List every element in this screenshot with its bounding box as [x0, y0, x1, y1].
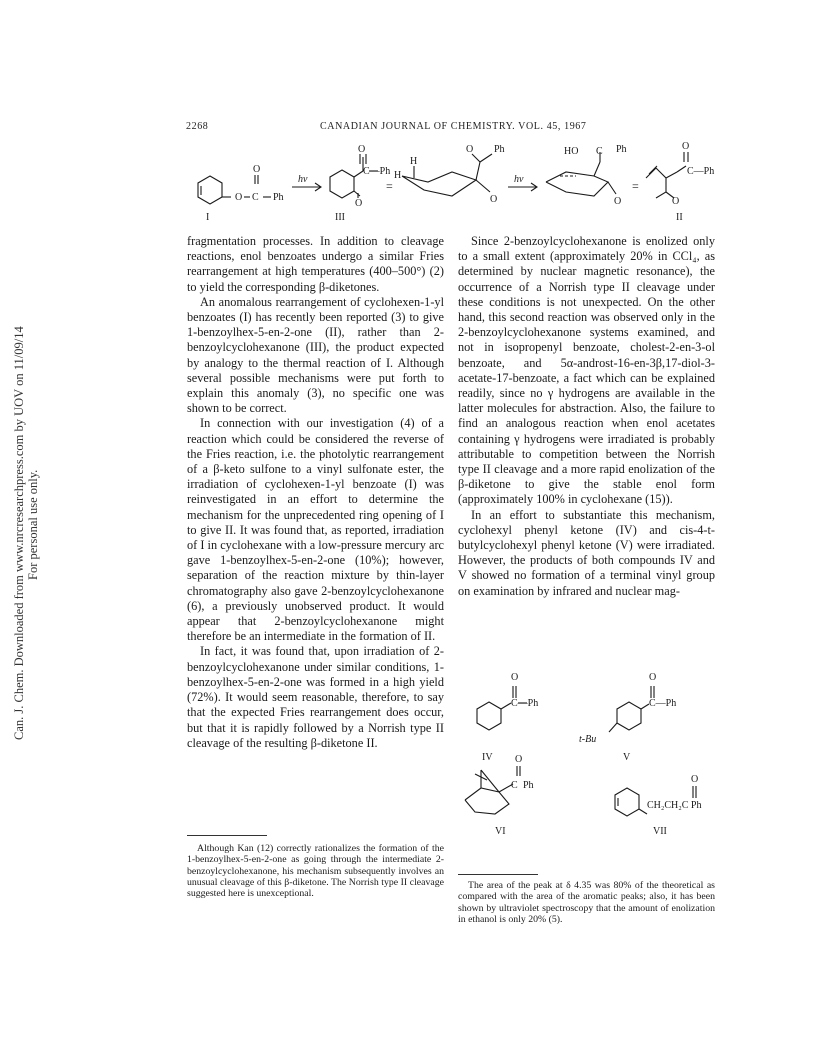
right-footnote-text: The area of the peak at δ 4.35 was 80% of the theoretical as compared with the area of the aromatic peaks; also, it has been shown by ultraviolet spectroscopy that the amount of enolization in ethanol is only 20% (5). [458, 880, 715, 925]
reaction-scheme-drawing [180, 140, 725, 232]
scheme-III-carbonyl-oxygen: O [358, 144, 366, 155]
compound-VI-ph: Ph [523, 780, 534, 791]
watermark-line-2: For personal use only. [26, 469, 40, 580]
scheme-I-ph: Ph [273, 192, 284, 203]
scheme-H-2: H [394, 170, 402, 181]
compound-VII-ring [615, 788, 639, 816]
left-paragraph-4: In fact, it was found that, upon irradiation of 2-benzoylcyclohexanone under similar conditions, 1-benzoylhex-5-en-2-one was formed in a high yield (72%). It would seem reasonable, therefore, to say that the expected Fries rearrangement does occur, but that it is rapidly followed by a Norrish type II cleavage of the resulting β-diketone II. [187, 644, 444, 750]
scheme-enol-ph: Ph [616, 144, 627, 155]
scheme-I-carbon: C [252, 192, 259, 203]
scheme-label-I: I [206, 212, 210, 223]
scheme-II-cph: C—Ph [687, 166, 715, 177]
left-column [187, 234, 444, 751]
scheme-I-carbonyl-oxygen: O [253, 164, 261, 175]
compound-II-chain [646, 168, 666, 198]
compound-V-tbu: t-Bu [579, 734, 597, 745]
scheme-chair-ring-oxygen: O [490, 194, 498, 205]
page-number: 2268 [186, 121, 209, 132]
compound-IV-oxygen: O [511, 672, 519, 683]
download-watermark [12, 326, 40, 740]
chair-conformer [402, 172, 476, 196]
scheme-III-cph: C—Ph [363, 166, 391, 177]
right-footnote [458, 880, 715, 925]
compound-VI-ring [465, 788, 509, 814]
scheme-enol-carbon: C [596, 146, 603, 157]
scheme-II-carbonyl-oxygen: O [682, 141, 690, 152]
compound-V-ring [617, 702, 641, 730]
scheme-chair-ph: Ph [494, 144, 505, 155]
scheme-arrow-2-label: hν [514, 174, 524, 185]
left-footnote-text: Although Kan (12) correctly rationalizes the formation of the 1-benzoylhex-5-en-2-one as going through the intermediate 2-benzoylcyclohexanone, his mechanism subsequently involves an unusual cleavage of this β-diketone. The Norrish type II cleavage suggested here is unexceptional. [187, 843, 444, 900]
compound-III-ring [330, 170, 354, 198]
compound-label-V: V [623, 752, 631, 763]
compound-V-oxygen: O [649, 672, 657, 683]
compound-IV-ring [477, 702, 501, 730]
right-paragraph-1: Since 2-benzoylcyclohexanone is enolized only to a small extent (approximately 20% in CCl₄, as determined by nuclear magnetic resonance), the occurrence of a Norrish type II cleavage under these conditions is not unexpected. On the other hand, this second reaction was observed only in the 2-benzoylcyclohexanone systems examined, and not in isopropenyl benzoate, cholest-2-en-3-ol benzoate, and 5α-androst-16-en-3β,17-diol-3-acetate-17-benzoate, a fact which can be explained readily, since no γ hydrogens are available in the latter molecules for abstraction. Also, the failure to find an analogous reaction when enol acetates containing γ hydrogens were irradiated is probably attributable to competition between the Norrish type II cleavage and a more rapid enolization of the β-diketone to give the stable enol form (approximately 100% in cyclohexane (15)). [458, 234, 715, 507]
scheme-arrow-1-label: hν [298, 174, 308, 185]
compound-VII-chain: CH₂CH₂C Ph [647, 800, 702, 811]
left-footnote-rule [187, 835, 267, 836]
left-paragraph-2: An anomalous rearrangement of cyclohexen-1-yl benzoates (I) has recently been reported (3) to give 1-benzoylhex-5-en-2-one (II), rather than 2-benzoylcyclohexanone (III), the product expected by analogy to the thermal reaction of I. Although several possible mechanisms were put forth to explain this anomaly (3), no specific one was shown to be correct. [187, 294, 444, 416]
scheme-hydroxy: HO [564, 146, 579, 157]
compound-VII-oxygen: O [691, 774, 699, 785]
compound-label-VII: VII [653, 826, 667, 837]
scheme-equals-2: = [632, 179, 639, 193]
scheme-equals-1: = [386, 179, 393, 193]
compound-structures [455, 662, 725, 872]
scheme-II-oxygen: O [672, 196, 680, 207]
scheme-III-ring-oxygen: O [355, 198, 363, 209]
compound-V-cph: C—Ph [649, 698, 677, 709]
scheme-enol-oxygen: O [614, 196, 622, 207]
compound-label-VI: VI [495, 826, 506, 837]
scheme-label-II: II [676, 212, 683, 223]
left-footnote [187, 843, 444, 899]
left-paragraph-1: fragmentation processes. In addition to cleavage reactions, enol benzoates undergo a similar Fries rearrangement at high temperatures (400–500°) (2) to yield the corresponding β-diketones. [187, 234, 444, 294]
compound-VI-oxygen: O [515, 754, 523, 765]
journal-title: CANADIAN JOURNAL OF CHEMISTRY. VOL. 45, 1967 [320, 121, 587, 132]
scheme-I-oxygen: O [235, 192, 243, 203]
left-paragraph-3: In connection with our investigation (4) of a reaction which could be considered the reverse of the Fries reaction, i.e. the photolytic rearrangement of a β-keto sulfone to a vinyl sulfonate ester, the irradiation of cyclohexen-1-yl benzoate (I) was reinvestigated in an effort to determine the mechanism for the unprecedented ring opening of I to give II. It was found that, as reported, irradiation of I in cyclohexane with a low-pressure mercury arc gave 1-benzoylhex-5-en-2-one (10%); however, separation of the reaction mixture by thin-layer chromatography also gave 2-benzoylcyclohexanone (6), a previously unobserved product. It would appear that 2-benzoylcyclohexanone might therefore be an intermediate in the formation of II. [187, 416, 444, 644]
right-footnote-rule [458, 874, 538, 875]
scheme-chair-oxygen: O [466, 144, 474, 155]
scheme-H-1: H [410, 156, 418, 167]
scheme-label-III: III [335, 212, 345, 223]
compound-I-ring [198, 176, 222, 204]
watermark-line-1: Can. J. Chem. Downloaded from www.nrcresearchpress.com by UOV on 11/09/14 [12, 326, 26, 740]
compound-structures-drawing [455, 662, 725, 872]
right-column [458, 234, 715, 599]
compound-VI-carbon: C [511, 780, 518, 791]
compound-label-IV: IV [482, 752, 493, 763]
right-paragraph-2: In an effort to substantiate this mechanism, cyclohexyl phenyl ketone (IV) and cis-4-t-butylcyclohexyl phenyl ketone (V) were irradiated. However, the products of both compounds IV and V showed no formation of a terminal vinyl group on examination by infrared and nuclear mag- [458, 507, 715, 598]
compound-IV-cph: C—Ph [511, 698, 539, 709]
enol-intermediate [546, 172, 608, 196]
reaction-scheme [180, 140, 725, 232]
